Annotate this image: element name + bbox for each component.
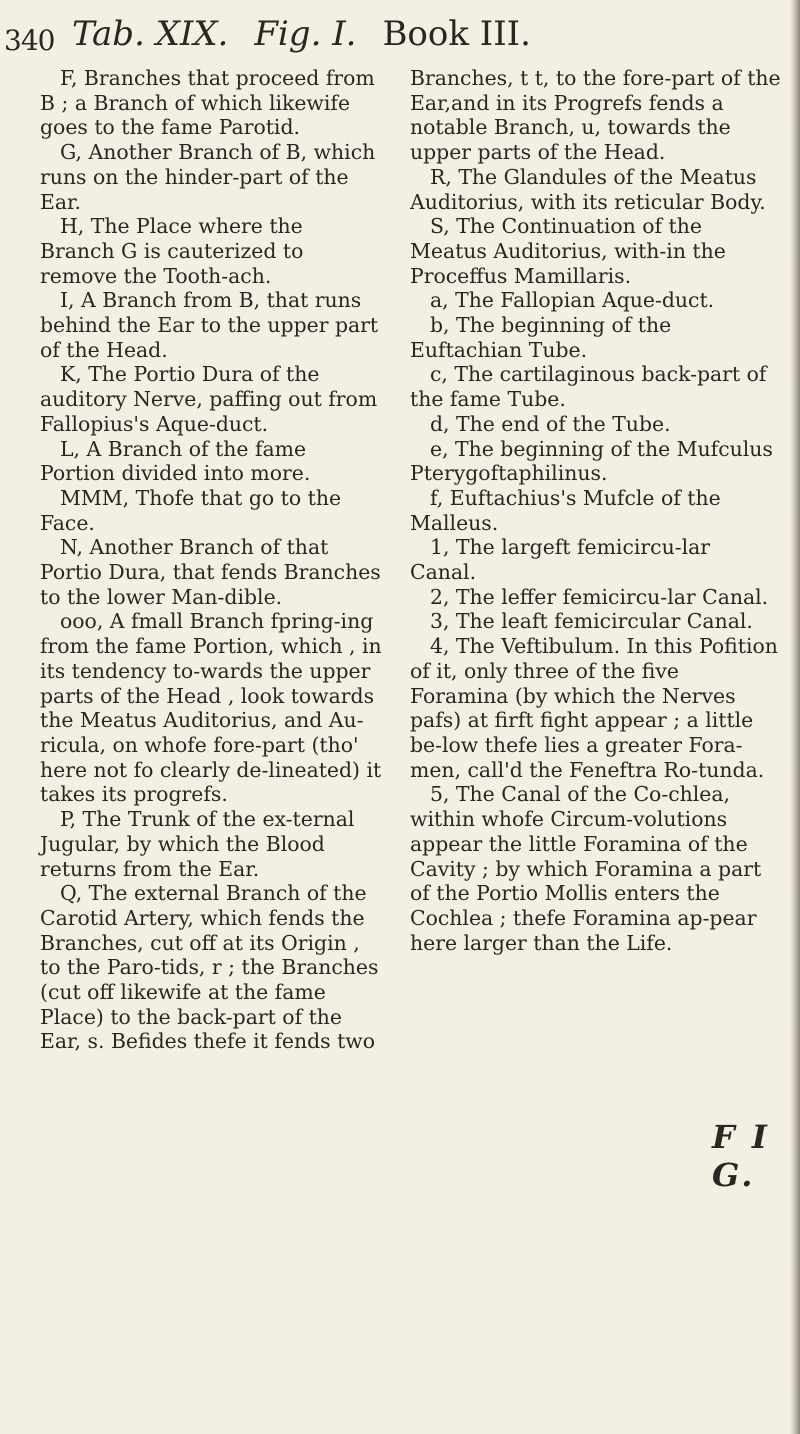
running-head [72,14,772,54]
legend-entry: c, The cartilaginous back-part of the fame Tube. [410,362,767,412]
legend-entry: MMM, Thofe that go to the Face. [40,485,342,535]
plate-reference: Tab. XIX. [72,14,229,54]
page-edge-shadow [790,0,800,1434]
legend-entry: e, The beginning of the Mufculus Pterygoftaphilinus. [410,436,773,486]
legend-entry: a, The Fallopian Aque-duct. [430,288,715,313]
legend-entry: S, The Continuation of the Meatus Auditorius, with-in the Proceffus Mamillaris. [410,214,726,288]
legend-entry: G, Another Branch of B, which runs on the hinder-part of the Ear. [40,140,376,214]
book-reference: Book III. [382,14,531,54]
legend-entry: P, The Trunk of the ex-ternal Jugular, by which the Blood returns from the Ear. [40,807,355,881]
legend-entry: L, A Branch of the fame Portion divided into more. [40,436,311,486]
legend-entry: K, The Portio Dura of the auditory Nerve, paffing out from Fallopius's Aque-duct. [40,362,378,436]
legend-entry: d, The end of the Tube. [430,411,671,436]
legend-entry: Q, The external Branch of the Carotid Artery, which fends the Branches, cut off at its Origin , to the Paro-tids, r ; the Branches (cut off likewife at the fame Place) to the back-part of the Ear, s. Befides thefe it fends two [40,881,379,1054]
legend-entry: 2, The leffer femicircu-lar Canal. [430,584,769,609]
legend-entry: 5, The Canal of the Co-chlea, within whofe Circum-volutions appear the little Foramina of the Cavity ; by which Foramina a part of the Portio Mollis enters the Cochlea ; thefe Foramina ap-pear here larger than the Life. [410,782,762,955]
page-number: 340 [4,24,55,57]
legend-entry: b, The beginning of the Euftachian Tube. [410,313,672,362]
legend-entry: 3, The leaft femicircular Canal. [430,609,753,634]
right-column [410,66,782,955]
legend-entry: Branches, t t, to the fore-part of the Ear,and in its Progrefs fends a notable Branch, u, towards the upper parts of the Head. [410,66,781,165]
legend-entry: ooo, A fmall Branch fpring-ing from the fame Portion, which , in its tendency to-wards the upper parts of the Head , look towards the Meatus Auditorius, and Au-ricula, on whofe fore-part (tho' here not fo clearly de-lineated) it takes its progrefs. [40,609,382,807]
figure-reference: Fig. I. [254,14,357,54]
left-column [40,66,382,1054]
legend-entry: R, The Glandules of the Meatus Auditorius, with its reticular Body. [410,164,766,214]
legend-entry: H, The Place where the Branch G is cauterized to remove the Tooth-ach. [40,214,304,288]
legend-entry: F, Branches that proceed from B ; a Branch of which likewife goes to the fame Parotid. [40,66,375,140]
legend-entry: N, Another Branch of that Portio Dura, that fends Branches to the lower Man-dible. [40,535,381,609]
legend-entry: I, A Branch from B, that runs behind the Ear to the upper part of the Head. [40,288,379,362]
catchword: F I G. [712,1118,770,1194]
legend-entry: f, Euftachius's Mufcle of the Malleus. [410,485,721,535]
legend-entry: 1, The largeft femicircu-lar Canal. [410,535,711,585]
legend-entry: 4, The Veftibulum. In this Pofition of it, only three of the five Foramina (by which the Nerves pafs) at firft fight appear ; a little be-low thefe lies a greater Fora-men, call'd the Feneftra Ro-tunda. [410,634,778,782]
